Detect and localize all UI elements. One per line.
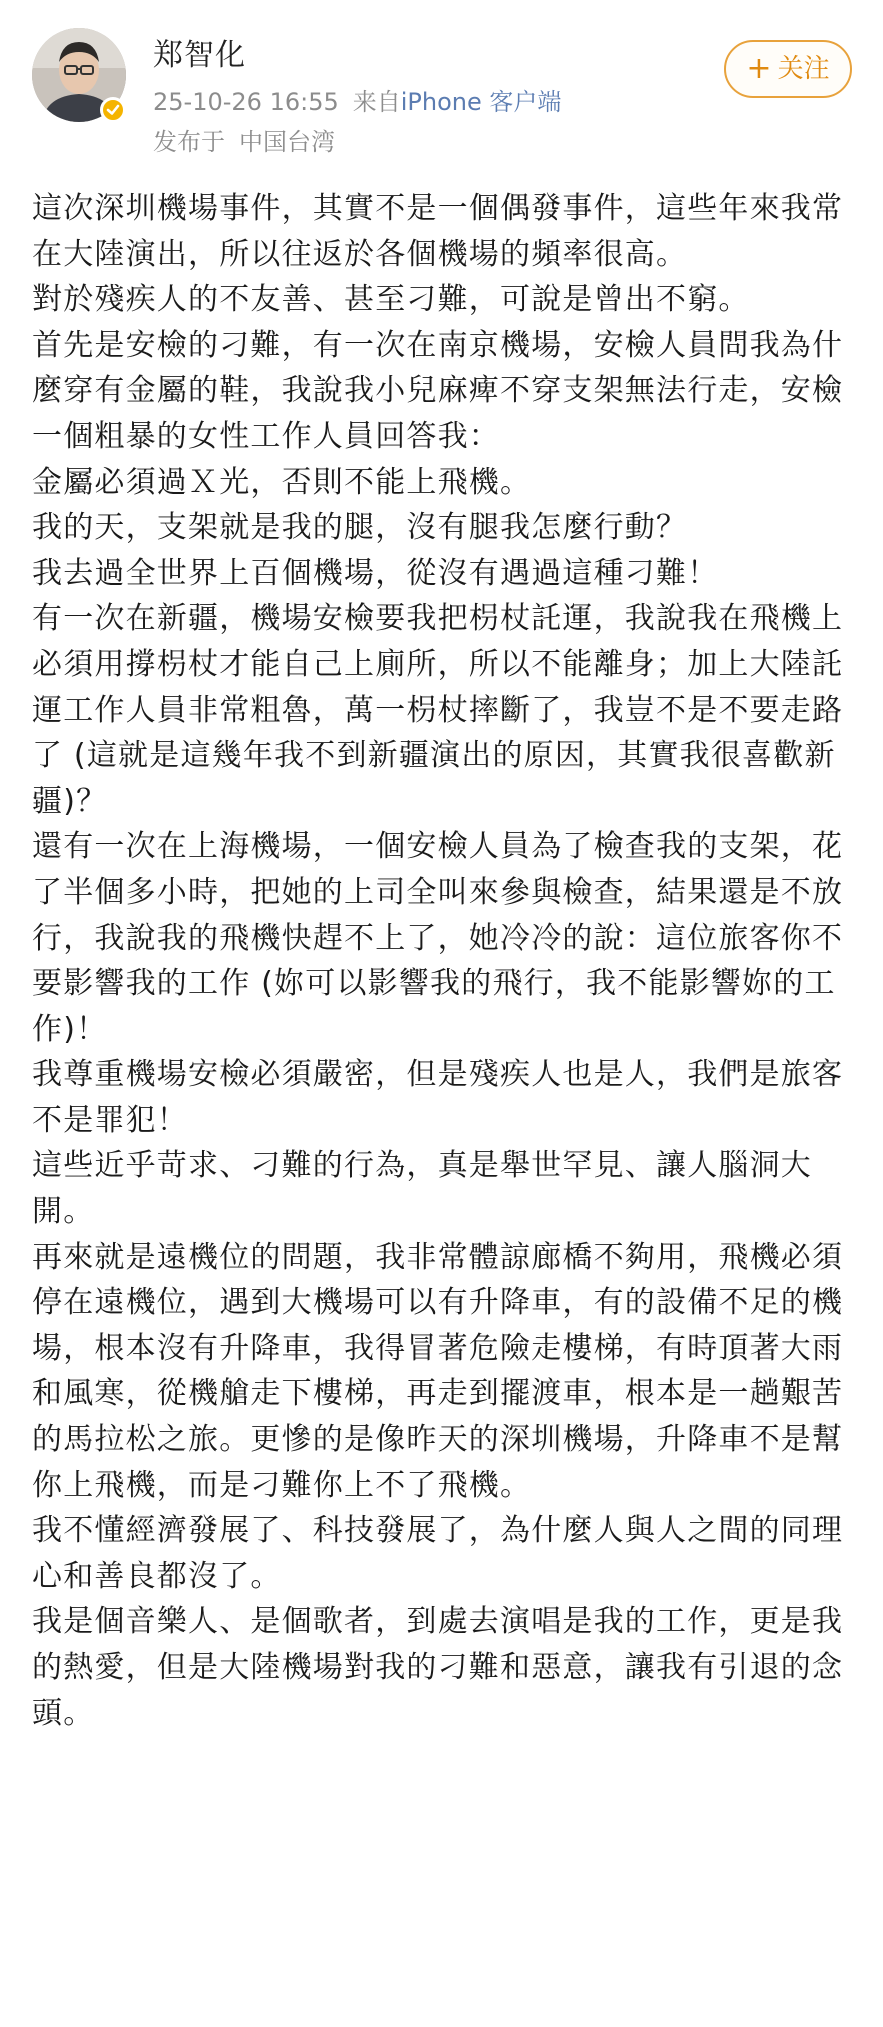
location-value: 中国台湾 [239,128,335,156]
post-paragraph: 我尊重機場安檢必須嚴密，但是殘疾人也是人，我們是旅客不是罪犯！ [32,1057,844,1138]
post-paragraph: 我不懂經濟發展了、科技發展了，為什麼人與人之間的同理心和善良都沒了。 [32,1513,844,1594]
post-paragraph: 我的天，支架就是我的腿，沒有腿我怎麼行動？ [32,510,688,546]
follow-button[interactable] [724,40,852,98]
verified-badge-icon [100,97,126,123]
post-location [153,126,349,158]
post-paragraph: 對於殘疾人的不友善、甚至刁難，可說是曾出不窮。 [32,282,750,318]
source-prefix: 来自 [352,88,401,116]
post-header [0,0,883,170]
post-paragraph: 這次深圳機場事件，其實不是一個偶發事件，這些年來我常在大陸演出，所以往返於各個機場的頻率很高。 [32,191,844,272]
location-prefix: 发布于 [153,128,225,156]
follow-button-label: 关注 [777,54,830,84]
post-paragraph: 還有一次在上海機場，一個安檢人員為了檢查我的支架，花了半個多小時，把她的上司全叫來參與檢查，結果還是不放行，我說我的飛機快趕不上了，她冷冷的說：這位旅客你不要影響我的工作 (妳可以影響我的飛行，我不能影響妳的工作)！ [32,829,844,1047]
post-paragraph: 我是個音樂人、是個歌者，到處去演唱是我的工作，更是我的熱愛，但是大陸機場對我的刁難和惡意，讓我有引退的念頭。 [32,1604,844,1731]
post-meta [153,86,575,118]
post-timestamp: 25-10-26 16:55 [153,88,339,116]
plus-icon: + [746,51,772,86]
author-name[interactable]: 郑智化 [153,38,246,73]
post-paragraph: 金屬必須過Ｘ光，否則不能上飛機。 [32,464,532,500]
post-paragraph: 首先是安檢的刁難，有一次在南京機場，安檢人員問我為什麼穿有金屬的鞋，我說我小兒麻痺不穿支架無法行走，安檢一個粗暴的女性工作人員回答我： [32,327,844,454]
post-paragraph: 再來就是遠機位的問題，我非常體諒廊橋不夠用，飛機必須停在遠機位，遇到大機場可以有升降車，有的設備不足的機場，根本沒有升降車，我得冒著危險走樓梯，有時頂著大雨和風寒，從機艙走下樓梯，再走到擺渡車，根本是一趟艱苦的馬拉松之旅。更慘的是像昨天的深圳機場，升降車不是幫你上飛機，而是刁難你上不了飛機。 [32,1239,844,1503]
post-paragraph: 有一次在新疆，機場安檢要我把枴杖託運，我說我在飛機上必須用撐枴杖才能自己上廁所，所以不能離身；加上大陸託運工作人員非常粗魯，萬一枴杖摔斷了，我豈不是不要走路了 (這就是這幾年我不到新疆演出的原因，其實我很喜歡新疆)？ [32,601,844,819]
post-paragraph: 我去過全世界上百個機場，從沒有遇過這種刁難！ [32,555,719,591]
post-content [32,186,862,1736]
post-source: iPhone 客户端 [400,88,562,116]
post-paragraph: 這些近乎苛求、刁難的行為，真是舉世罕見、讓人腦洞大開。 [32,1148,812,1230]
